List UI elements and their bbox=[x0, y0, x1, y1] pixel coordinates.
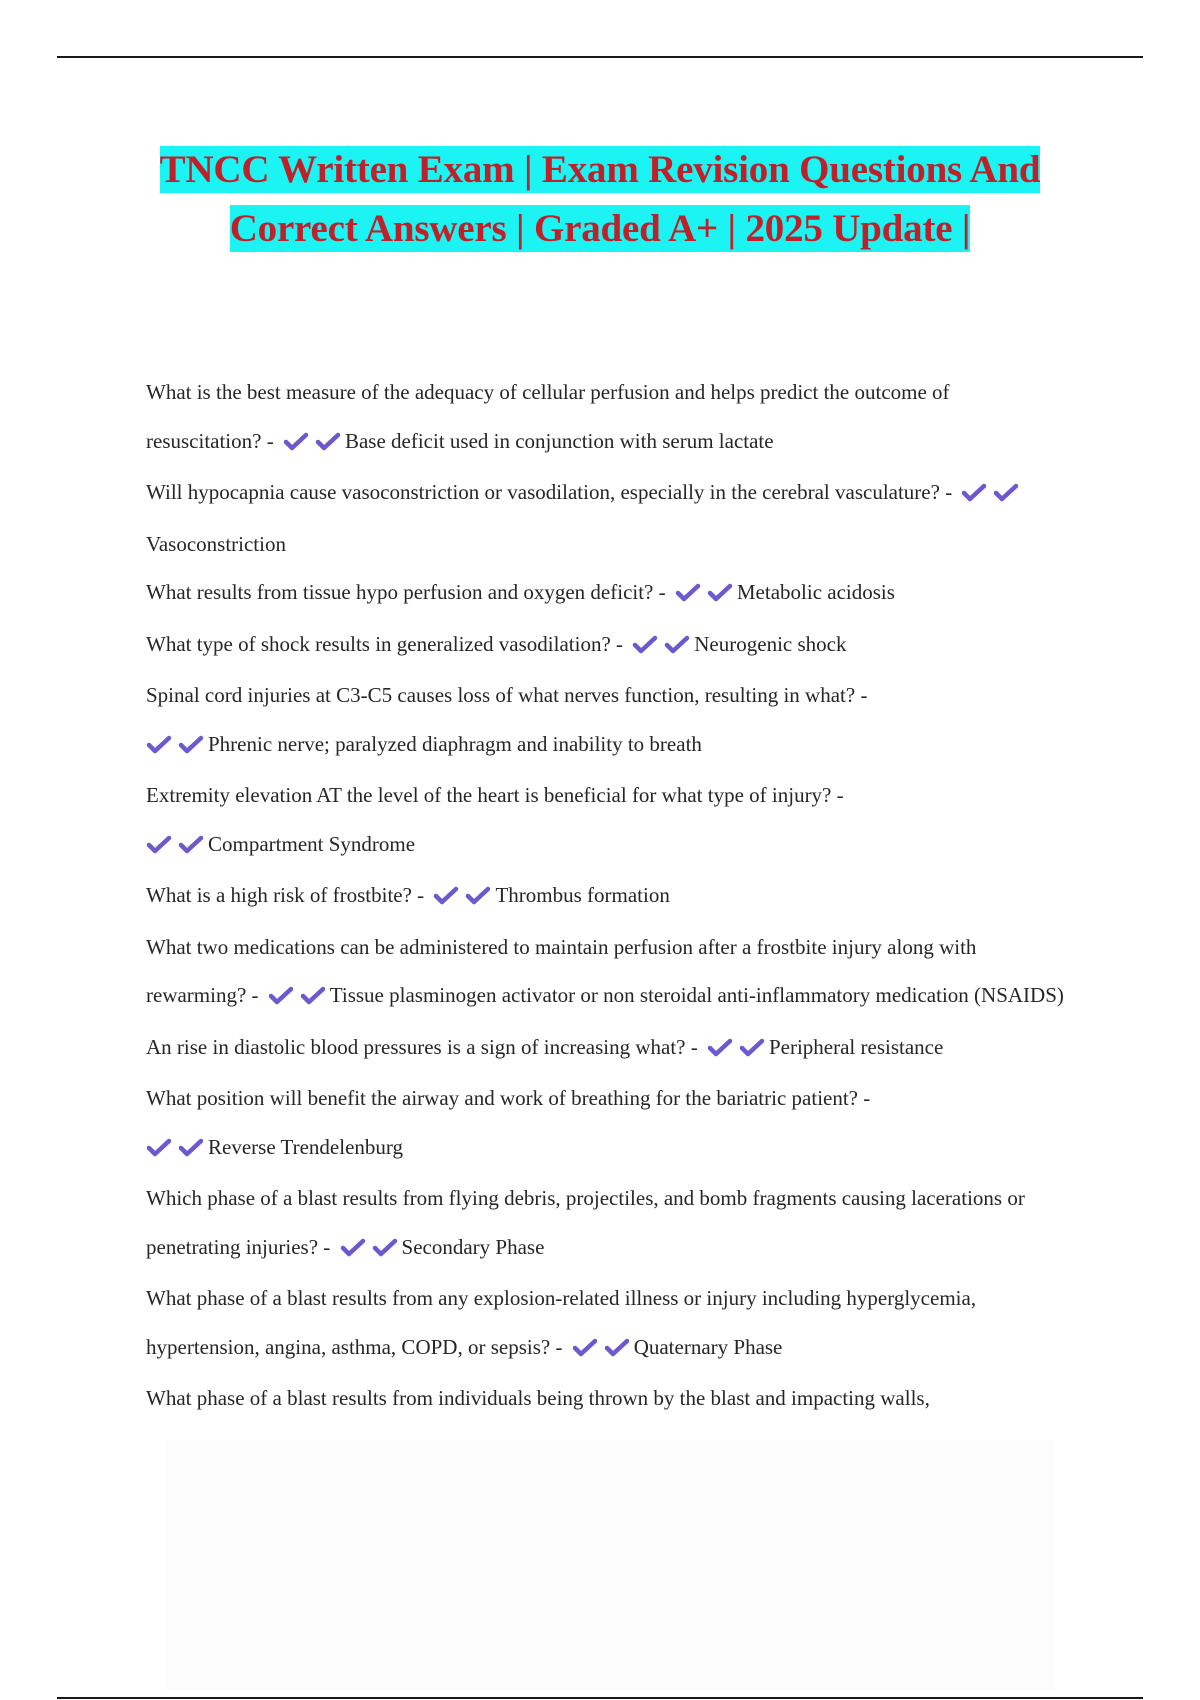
qa-item bbox=[146, 468, 1066, 568]
question-text: What phase of a blast results from any explosion-related illness or injury including hyperglycemia, hypertension, angina, asthma, COPD, or sepsis? - bbox=[146, 1286, 977, 1359]
document-title bbox=[0, 144, 1200, 262]
title-line-2: Correct Answers | Graded A+ | 2025 Update | bbox=[229, 207, 971, 250]
answer-text: Secondary Phase bbox=[401, 1234, 545, 1259]
double-checkmark-icon bbox=[632, 623, 692, 672]
answer-text: Compartment Syndrome bbox=[208, 831, 416, 856]
qa-item bbox=[146, 368, 1066, 468]
answer-text: Phrenic nerve; paralyzed diaphragm and inability to breath bbox=[208, 731, 702, 756]
qa-item bbox=[146, 771, 1066, 871]
question-text: Extremity elevation AT the level of the heart is beneficial for what type of injury? - bbox=[146, 783, 844, 807]
answer-text: Vasoconstriction bbox=[146, 531, 286, 556]
question-text: What phase of a blast results from individuals being thrown by the blast and impacting walls, bbox=[146, 1386, 930, 1410]
question-text: An rise in diastolic blood pressures is a sign of increasing what? - bbox=[146, 1034, 698, 1059]
question-text: What position will benefit the airway and work of breathing for the bariatric patient? - bbox=[146, 1086, 871, 1110]
answer-text: Neurogenic shock bbox=[694, 631, 847, 656]
qa-item bbox=[146, 1274, 1066, 1374]
double-checkmark-icon bbox=[268, 974, 328, 1023]
question-text: What results from tissue hypo perfusion and oxygen deficit? - bbox=[146, 580, 666, 604]
double-checkmark-icon bbox=[340, 1226, 400, 1275]
top-divider bbox=[57, 56, 1143, 58]
answer-text: Base deficit used in conjunction with serum lactate bbox=[344, 428, 774, 453]
question-text: What is the best measure of the adequacy of cellular perfusion and helps predict the outcome of resuscitation? - bbox=[146, 380, 950, 453]
question-text: Will hypocapnia cause vasoconstriction or vasodilation, especially in the cerebral vasculature? - bbox=[146, 480, 953, 504]
qa-item bbox=[146, 1374, 1066, 1423]
answer-text: Tissue plasminogen activator or non steroidal anti-inflammatory medication (NSAIDS) bbox=[329, 983, 1064, 1007]
faded-content-area bbox=[165, 1440, 1055, 1690]
qa-item bbox=[146, 1023, 1066, 1075]
double-checkmark-icon bbox=[146, 823, 206, 872]
qa-item bbox=[146, 568, 1066, 620]
double-checkmark-icon bbox=[961, 471, 1021, 520]
question-text: Which phase of a blast results from flying debris, projectiles, and bomb fragments causing lacerations or penetrating injuries? - bbox=[146, 1186, 1025, 1259]
title-line-1: TNCC Written Exam | Exam Revision Questions And bbox=[159, 148, 1041, 191]
question-text: What type of shock results in generalized vasodilation? - bbox=[146, 631, 624, 656]
answer-text: Metabolic acidosis bbox=[736, 580, 895, 604]
qa-item bbox=[146, 923, 1066, 1023]
double-checkmark-icon bbox=[675, 571, 735, 620]
question-text: What two medications can be administered to maintain perfusion after a frostbite injury along with rewarming? - bbox=[146, 934, 977, 1007]
answer-text: Quaternary Phase bbox=[633, 1334, 783, 1359]
double-checkmark-icon bbox=[572, 1326, 632, 1375]
bottom-divider bbox=[57, 1697, 1143, 1699]
answer-text: Peripheral resistance bbox=[768, 1034, 944, 1059]
qa-item bbox=[146, 671, 1066, 771]
qa-item bbox=[146, 1074, 1066, 1174]
answer-text: Thrombus formation bbox=[495, 883, 670, 907]
answer-text: Reverse Trendelenburg bbox=[208, 1134, 403, 1159]
qa-list bbox=[146, 368, 1066, 1423]
double-checkmark-icon bbox=[283, 420, 343, 469]
qa-item bbox=[146, 620, 1066, 672]
question-text: Spinal cord injuries at C3-C5 causes loss of what nerves function, resulting in what? - bbox=[146, 683, 868, 707]
question-text: What is a high risk of frostbite? - bbox=[146, 883, 425, 907]
double-checkmark-icon bbox=[707, 1026, 767, 1075]
qa-item bbox=[146, 871, 1066, 923]
double-checkmark-icon bbox=[146, 1126, 206, 1175]
double-checkmark-icon bbox=[146, 723, 206, 772]
double-checkmark-icon bbox=[433, 874, 493, 923]
qa-item bbox=[146, 1174, 1066, 1274]
